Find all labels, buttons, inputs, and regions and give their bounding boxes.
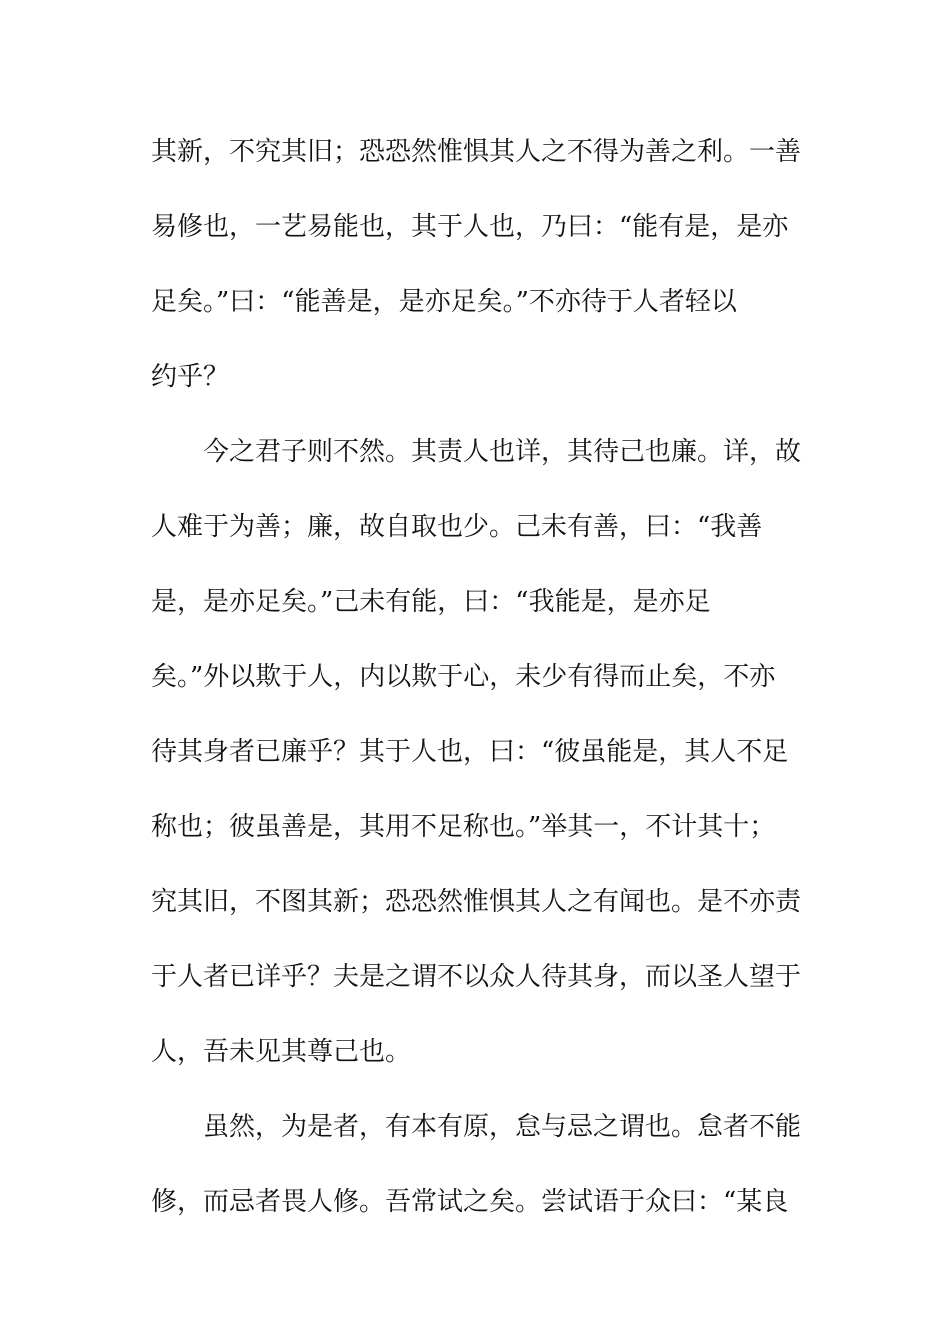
body-text <box>151 130 802 1255</box>
text-line: 称也；彼虽善是，其用不足称也。”举其一，不计其十； <box>151 812 776 842</box>
paragraph-start-line: 虽然，为是者，有本有原，怠与忌之谓也。怠者不能 <box>203 1112 802 1142</box>
text-line: 于人者已详乎？夫是之谓不以众人待其身，而以圣人望于 <box>151 962 802 992</box>
text-line: 人，吾未见其尊己也。 <box>151 1037 412 1067</box>
text-line: 究其旧，不图其新；恐恐然惟惧其人之有闻也。是不亦责 <box>151 887 802 917</box>
text-line: 约乎？ <box>151 362 230 392</box>
text-line: 是，是亦足矣。”己未有能，曰：“我能是，是亦足 <box>151 587 711 617</box>
text-line: 易修也，一艺易能也，其于人也，乃曰：“能有是，是亦 <box>151 212 789 242</box>
text-line: 矣。”外以欺于人，内以欺于心，未少有得而止矣，不亦 <box>151 662 776 692</box>
text-line: 其新，不究其旧；恐恐然惟惧其人之不得为善之利。一善 <box>151 137 802 167</box>
text-line: 待其身者已廉乎？其于人也，曰：“彼虽能是，其人不足 <box>151 737 789 767</box>
paragraph-start-line: 今之君子则不然。其责人也详，其待己也廉。详，故 <box>203 437 802 467</box>
text-line: 人难于为善；廉，故自取也少。己未有善，曰：“我善 <box>151 512 763 542</box>
text-line: 足矣。”曰：“能善是，是亦足矣。”不亦待于人者轻以 <box>151 287 737 317</box>
text-line: 修，而忌者畏人修。吾常试之矣。尝试语于众曰：“某良 <box>151 1187 789 1217</box>
